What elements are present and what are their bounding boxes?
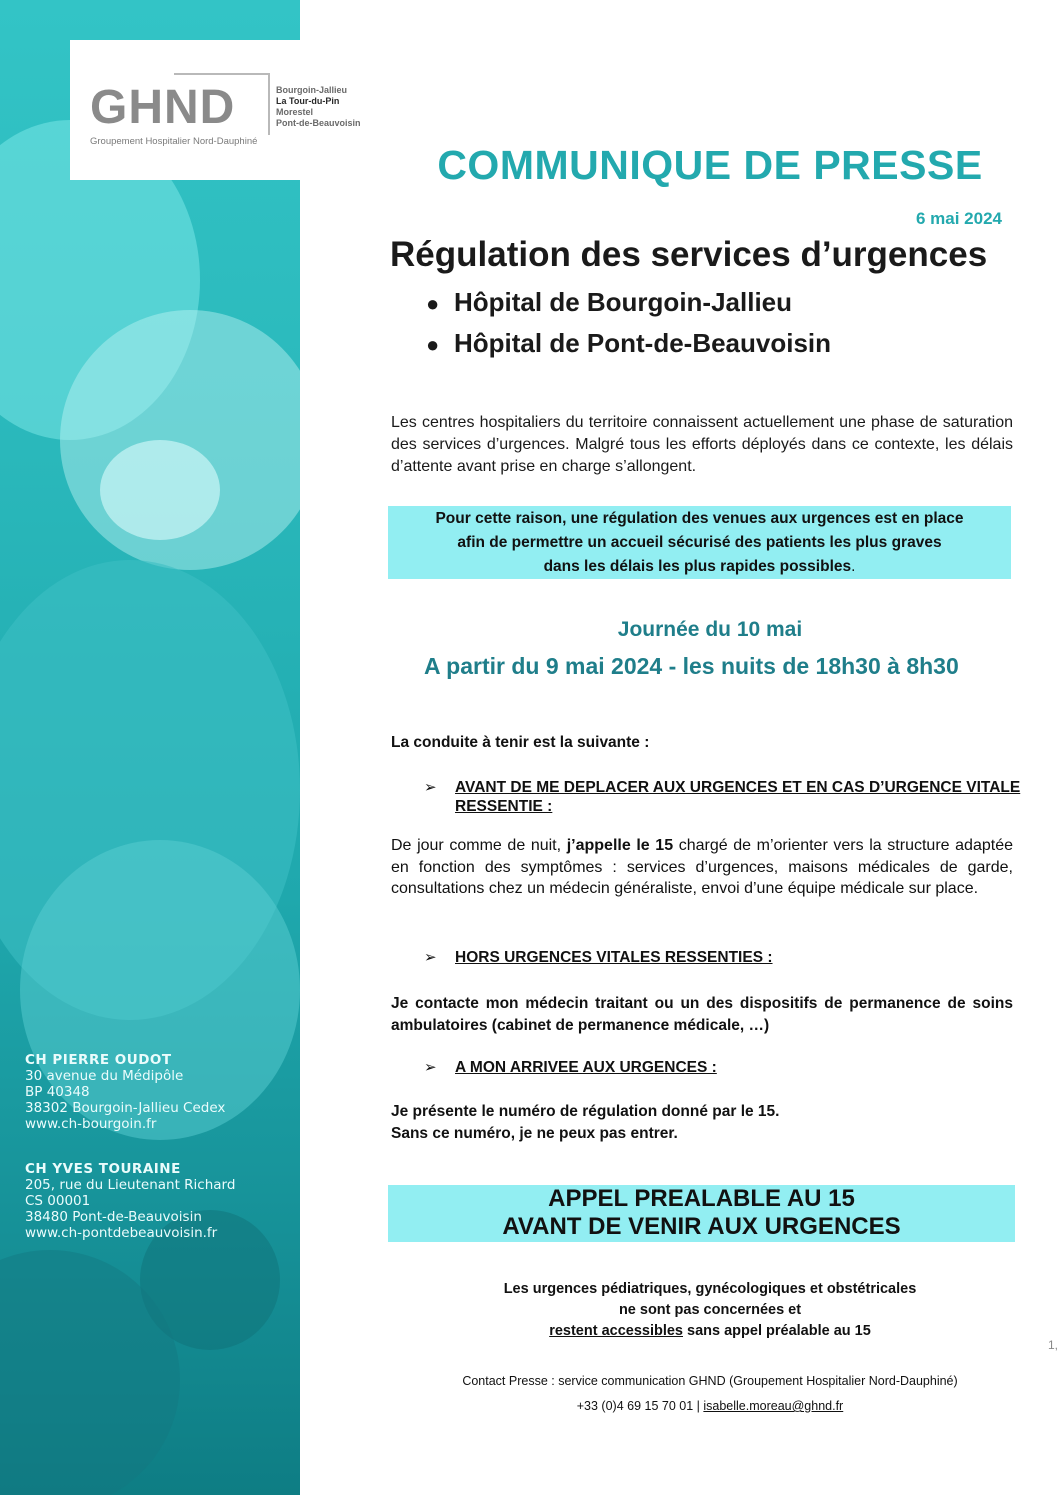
arrow-bullet-icon: ➢ — [424, 949, 437, 966]
section3-line: Je présente le numéro de régulation donné par le 15. — [391, 1103, 780, 1120]
pediatric-notice — [390, 1279, 1030, 1342]
intro-paragraph: Les centres hospitaliers du territoire connaissent actuellement une phase de saturation des services d’urgences. Malgré tous les efforts déployés dans ce contexte, les délais d’attente avant prise en charge s’allongent. — [391, 414, 1013, 475]
schedule-nights: A partir du 9 mai 2024 - les nuits de 18h30 à 8h30 — [424, 653, 959, 679]
logo-site: La Tour-du-Pin — [276, 96, 340, 106]
logo-box — [70, 40, 300, 180]
arrow-bullet-icon: ➢ — [424, 1059, 437, 1076]
logo-acronym: GHND — [90, 81, 236, 134]
press-release-heading: COMMUNIQUE DE PRESSE — [437, 142, 983, 188]
page-number: 1, — [1048, 1338, 1058, 1352]
reason-line: afin de permettre un accueil sécurisé des patients les plus graves — [457, 534, 942, 551]
hospital-name: Hôpital de Pont-de-Beauvoisin — [454, 328, 832, 358]
pediatric-line-rest: sans appel préalable au 15 — [683, 1323, 871, 1339]
bullet-icon: ● — [426, 291, 440, 316]
address-website[interactable]: www.ch-bourgoin.fr — [25, 1116, 157, 1132]
release-date: 6 mai 2024 — [915, 209, 1002, 228]
schedule-day: Journée du 10 mai — [617, 618, 803, 641]
address-yves-touraine — [25, 1161, 235, 1241]
logo-site: Morestel — [276, 107, 314, 117]
address-line: 205, rue du Lieutenant Richard — [25, 1177, 236, 1193]
logo-site: Pont-de-Beauvoisin — [276, 118, 361, 128]
section1-text-bold: j’appelle le 15 — [566, 837, 674, 854]
section3-line: Sans ce numéro, je ne peux pas entrer. — [391, 1125, 678, 1142]
conduct-intro: La conduite à tenir est la suivante : — [391, 734, 650, 751]
logo-site: Bourgoin-Jallieu — [276, 85, 348, 95]
pediatric-line: Les urgences pédiatriques, gynécologiques et obstétricales — [503, 1281, 917, 1297]
pediatric-line: ne sont pas concernées et — [618, 1302, 802, 1318]
photo-panel — [0, 0, 300, 1495]
contact-separator: | — [693, 1399, 704, 1413]
reason-line: Pour cette raison, une régulation des venues aux urgences est en place — [435, 510, 964, 527]
reason-line-end: . — [851, 558, 856, 575]
press-contact: Contact Presse : service communication GHND (Groupement Hospitalier Nord-Dauphiné) — [462, 1374, 958, 1388]
address-pierre-oudot — [25, 1052, 225, 1132]
section2-paragraph: Je contacte mon médecin traitant ou un des dispositifs de permanence de soins ambulatoires (cabinet de permanence médicale, …) — [391, 995, 1013, 1034]
press-contact-details — [390, 1398, 1030, 1414]
call-box-line: APPEL PREALABLE AU 15 — [548, 1185, 855, 1212]
section2-heading-text: HORS URGENCES VITALES RESSENTIES : — [455, 949, 773, 966]
section3-paragraph — [391, 1101, 779, 1145]
address-line: 38302 Bourgoin-Jallieu Cedex — [25, 1100, 226, 1116]
logo-sites — [276, 85, 361, 129]
address-title: CH PIERRE OUDOT — [25, 1052, 172, 1068]
bullet-icon: ● — [426, 332, 440, 357]
logo-line — [268, 73, 270, 135]
address-line: CS 00001 — [25, 1193, 91, 1209]
contact-email-link[interactable]: isabelle.moreau@ghnd.fr — [703, 1399, 844, 1413]
hospital-item — [426, 287, 792, 318]
hospital-name: Hôpital de Bourgoin-Jallieu — [454, 287, 793, 317]
address-line: 30 avenue du Médipôle — [25, 1068, 184, 1084]
logo-line — [174, 73, 270, 75]
section1-heading-line1: AVANT DE ME DEPLACER AUX URGENCES ET EN CAS D’URGENCE VITALE — [455, 779, 1021, 796]
call-box-line: AVANT DE VENIR AUX URGENCES — [502, 1213, 901, 1240]
section1-paragraph — [391, 835, 1013, 900]
address-line: 38480 Pont-de-Beauvoisin — [25, 1209, 202, 1225]
section1-heading-line2: RESSENTIE : — [455, 798, 553, 815]
arrow-bullet-icon: ➢ — [424, 779, 437, 796]
logo-full-name: Groupement Hospitalier Nord-Dauphiné — [90, 136, 258, 147]
address-website[interactable]: www.ch-pontdebeauvoisin.fr — [25, 1225, 218, 1241]
reason-highlight-box — [388, 506, 1011, 579]
section3-heading-text: A MON ARRIVEE AUX URGENCES : — [455, 1059, 717, 1076]
call-15-box — [388, 1185, 1015, 1242]
section1-text-after: chargé de m’orienter vers la structure adaptée en fonction des symptômes : services d’urgences, maisons médicales de garde, consultations chez un médecin généraliste, envoi d’une équipe médicale sur place. — [391, 837, 1013, 897]
document-title: Régulation des services d’urgences — [390, 235, 988, 274]
address-line: BP 40348 — [25, 1084, 90, 1100]
hospital-item — [426, 328, 831, 359]
reason-line: dans les délais les plus rapides possibles — [543, 558, 852, 575]
section1-text-before: De jour comme de nuit, — [391, 837, 567, 854]
contact-phone: +33 (0)4 69 15 70 01 — [576, 1399, 694, 1413]
address-title: CH YVES TOURAINE — [25, 1161, 181, 1177]
pediatric-underlined: restent accessibles — [549, 1323, 683, 1339]
